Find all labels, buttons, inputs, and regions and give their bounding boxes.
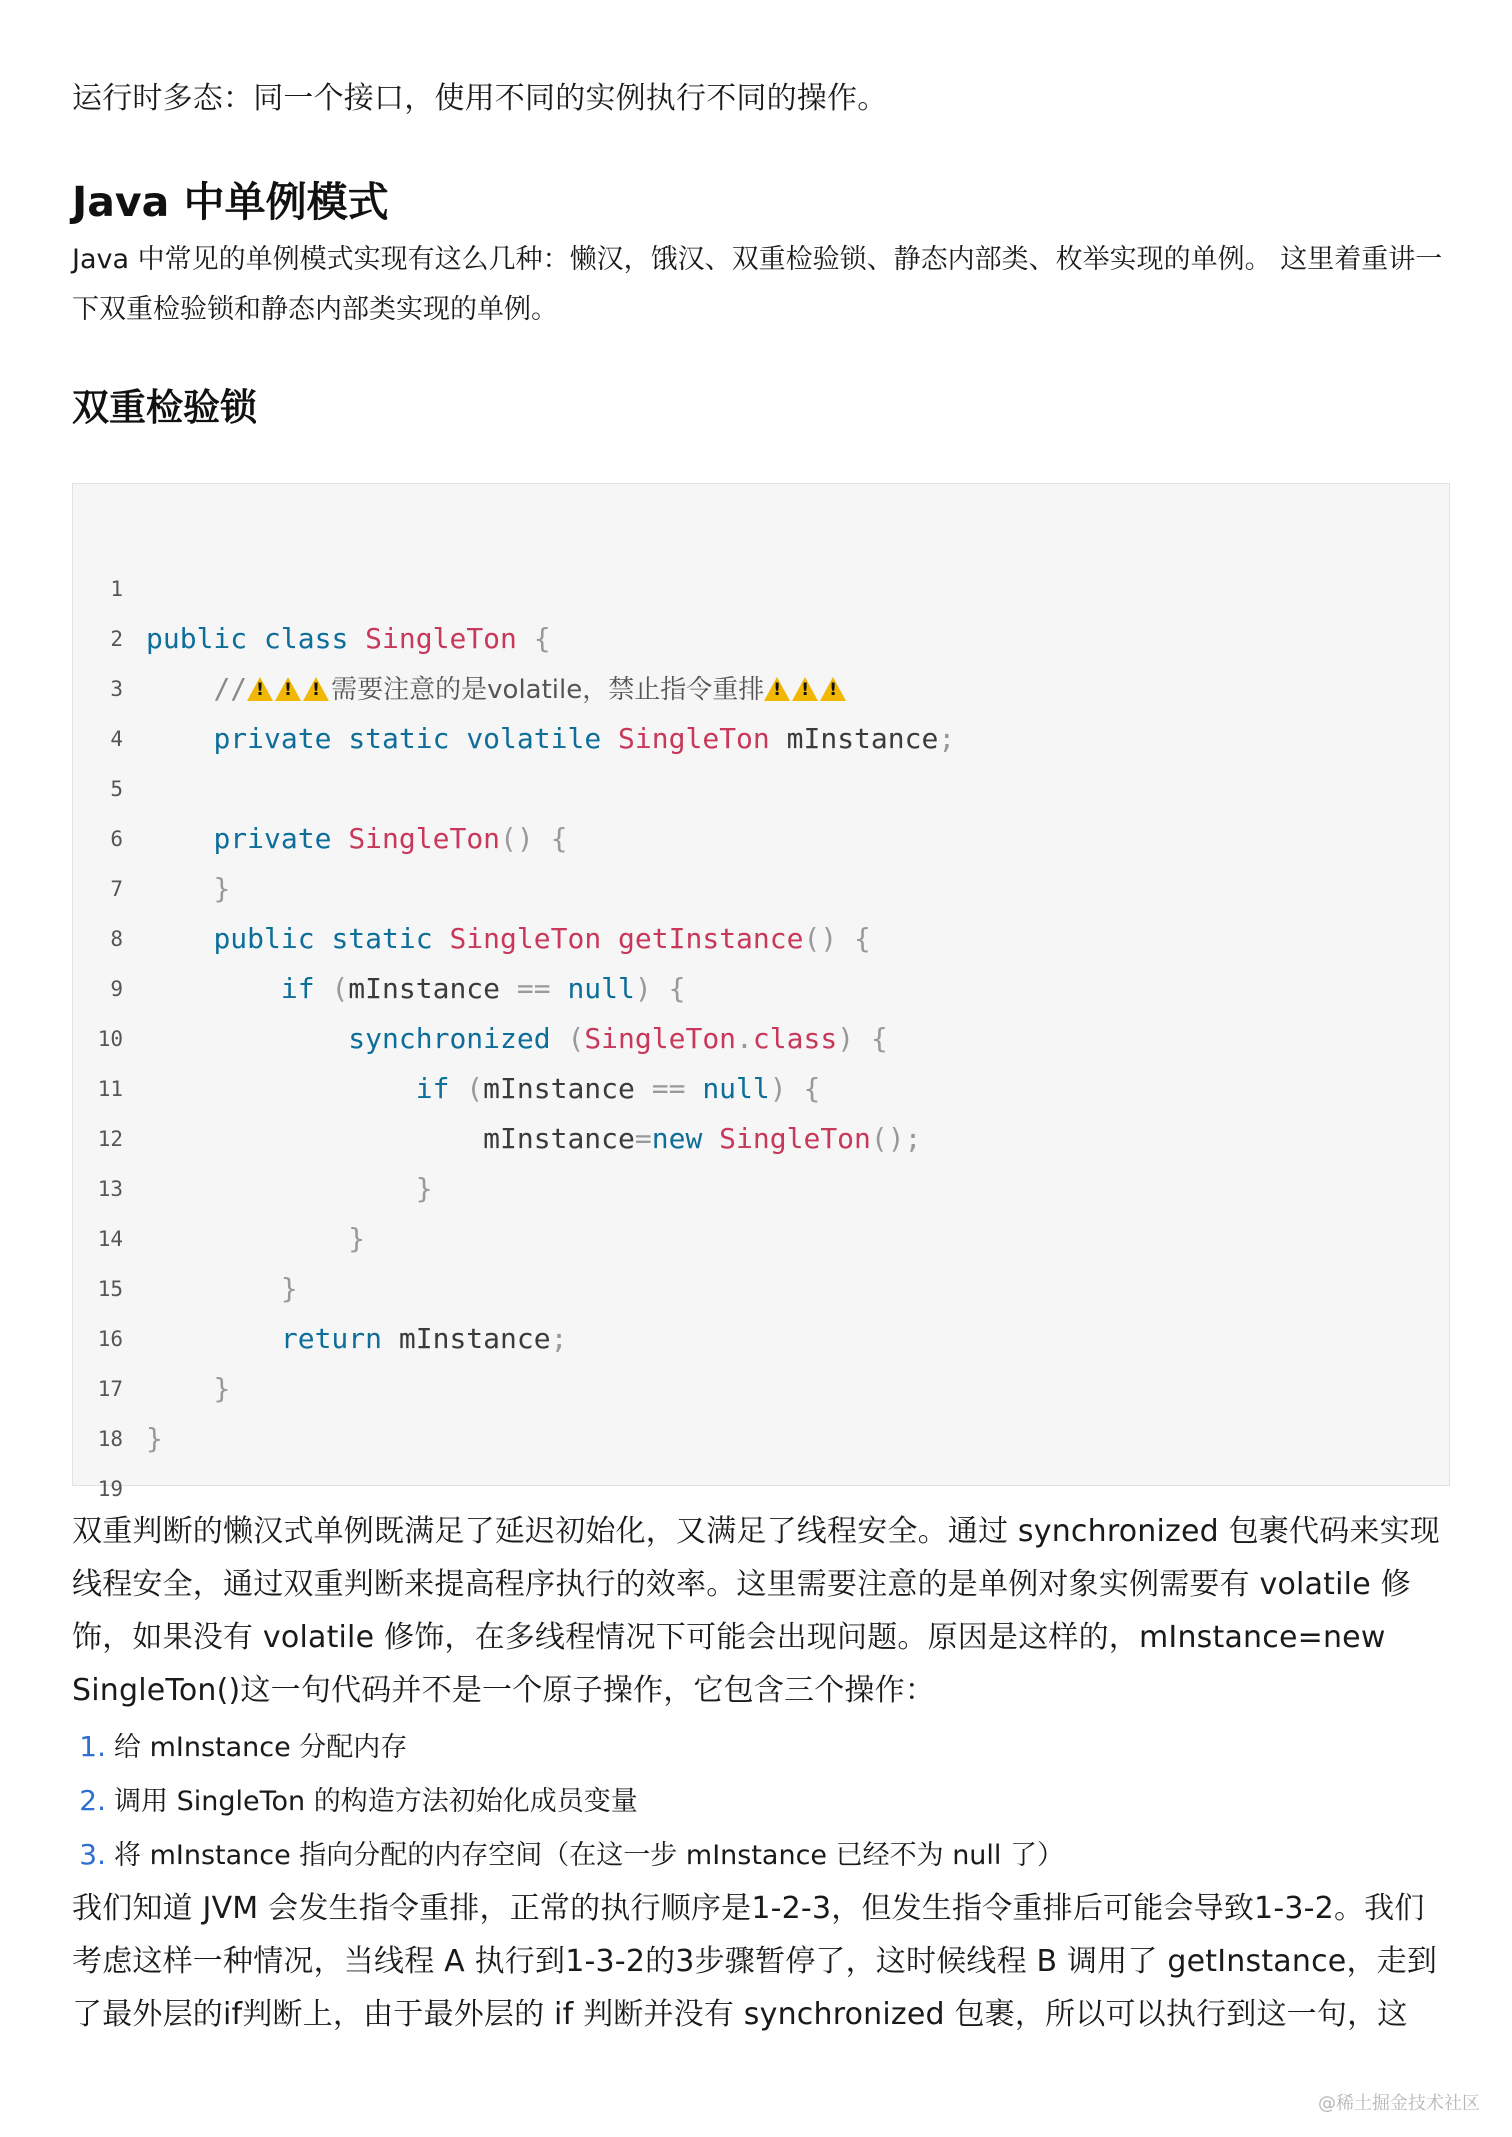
code-line-17: 17 } (73, 1314, 1449, 1364)
code-line-19 (73, 1414, 1449, 1501)
code-line-6: 6 } (73, 764, 1449, 814)
code-line-7: 7 public static SingleTon getInstance() { (73, 814, 1449, 864)
code-line-14: 14 } (73, 1164, 1449, 1214)
line-number: 9 (110, 977, 123, 1001)
line-number: 14 (97, 1227, 123, 1251)
code-line-13: 13 } (73, 1114, 1449, 1164)
list-item (72, 1720, 1452, 1774)
line-number: 10 (97, 1027, 123, 1051)
list-text: 给 mInstance 分配内存 (114, 1732, 408, 1763)
steps-list (72, 1720, 1452, 1882)
line-number: 6 (110, 827, 123, 851)
explanation-paragraph: 双重判断的懒汉式单例既满足了延迟初始化，又满足了线程安全。通过 synchronized 包裹代码来实现线程安全，通过双重判断来提高程序执行的效率。这里需要注意的是单例对象实例需要有 volatile 修饰，如果没有 volatile 修饰，在多线程情况下可能会出现问题。原因是这样的，mInstance=new SingleTon()这一句代码并不是一个原子操作，它包含三个操作： (72, 1514, 1441, 1708)
line-number: 3 (110, 677, 123, 701)
code-line-11: 11 mInstance=new SingleTon(); (73, 1014, 1449, 1064)
code-line-3: 3 private static volatile SingleTon mInstance; (73, 614, 1449, 664)
line-number: 5 (110, 777, 123, 801)
reorder-paragraph: 我们知道 JVM 会发生指令重排，正常的执行顺序是1-2-3，但发生指令重排后可能会导致1-3-2。我们考虑这样一种情况，当线程 A 执行到1-3-2的3步骤暂停了，这时候线程 B 调用了 getInstance，走到了最外层的if判断上，由于最外层的 if 判断并没有 synchronized 包裹，所以可以执行到这一句，这 (72, 1891, 1438, 2032)
line-number: 18 (97, 1427, 123, 1451)
line-number: 19 (97, 1477, 123, 1501)
code-line-9: 9 synchronized (SingleTon.class) { (73, 914, 1449, 964)
list-number: 1. (79, 1730, 106, 1763)
list-text: 将 mInstance 指向分配的内存空间（在这一步 mInstance 已经不为 null 了） (114, 1840, 1065, 1871)
line-number: 13 (97, 1177, 123, 1201)
heading-java-singleton: Java 中单例模式 (72, 178, 389, 226)
list-number: 3. (79, 1838, 106, 1871)
singleton-description: Java 中常见的单例模式实现有这么几种：懒汉，饿汉、双重检验锁、静态内部类、枚举实现的单例。 这里着重讲一下双重检验锁和静态内部类实现的单例。 (72, 244, 1443, 325)
heading-double-checked-locking: 双重检验锁 (72, 386, 257, 429)
line-number: 7 (110, 877, 123, 901)
code-line-1: 1 public class SingleTon { (73, 514, 1449, 564)
line-number: 11 (97, 1077, 123, 1101)
watermark: @稀土掘金技术社区 (1318, 2093, 1480, 2114)
intro-paragraph: 运行时多态：同一个接口，使用不同的实例执行不同的操作。 (72, 81, 888, 116)
line-number: 15 (97, 1277, 123, 1301)
line-number: 12 (97, 1127, 123, 1151)
code-line-10: 10 if (mInstance == null) { (73, 964, 1449, 1014)
code-lines (73, 514, 1449, 1501)
code-line-8: 8 if (mInstance == null) { (73, 864, 1449, 914)
list-text: 调用 SingleTon 的构造方法初始化成员变量 (114, 1786, 638, 1817)
code-line-12: 12 } (73, 1064, 1449, 1114)
list-item (72, 1774, 1452, 1828)
code-comment: 需要注意的是volatile，禁止指令重排 (331, 675, 765, 705)
line-number: 8 (110, 927, 123, 951)
line-number: 4 (110, 727, 123, 751)
code-line-16: 16 } (73, 1264, 1449, 1314)
code-line-5: 5 private SingleTon() { (73, 714, 1449, 764)
line-number: 2 (110, 627, 123, 651)
list-item (72, 1828, 1452, 1882)
code-block (72, 483, 1450, 1501)
list-number: 2. (79, 1784, 106, 1817)
code-line-15: 15 return mInstance; (73, 1214, 1449, 1264)
line-number: 1 (110, 577, 123, 601)
line-number: 16 (97, 1327, 123, 1351)
code-line-2: 2 // ! ! ! 需要注意的是volatile，禁止指令重排 ! ! ! (73, 564, 1449, 614)
line-number: 17 (97, 1377, 123, 1401)
